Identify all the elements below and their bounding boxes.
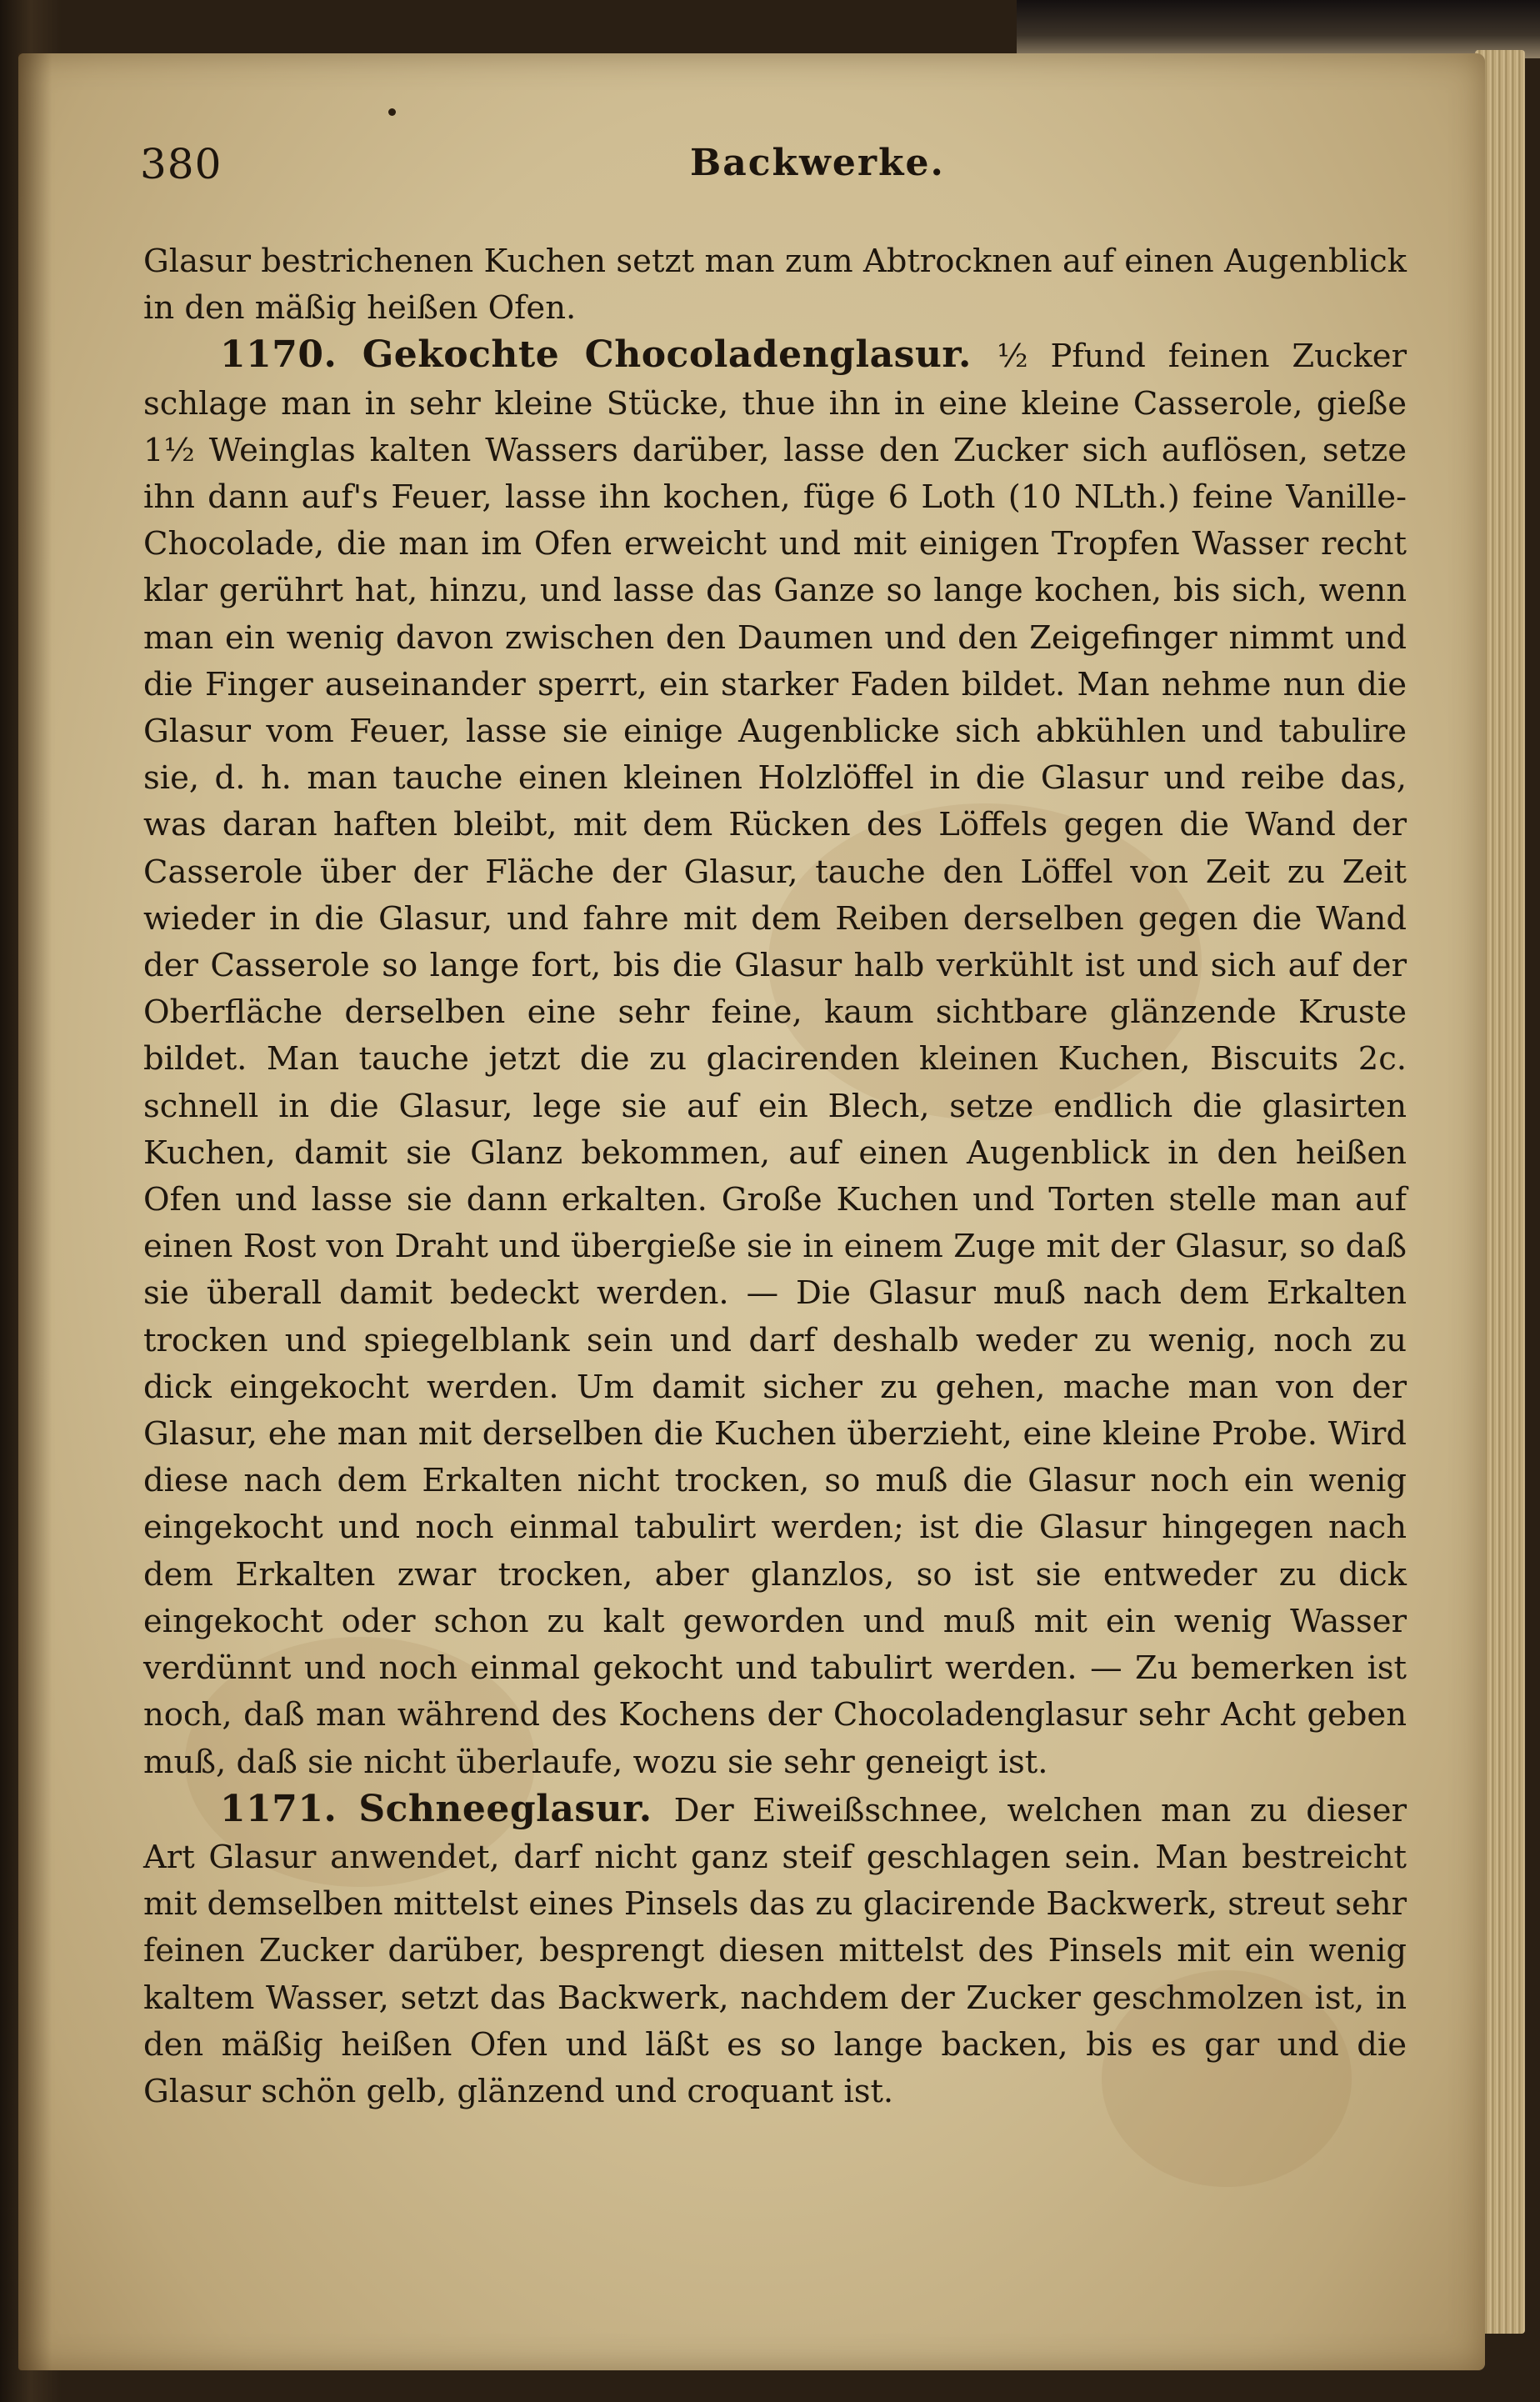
binding-strip [1017,0,1540,58]
recipe-title: 1170. Gekochte Chocoladenglasur. [220,333,998,377]
gutter-shadow [18,53,52,2370]
recipe-paragraph [143,1786,1407,2115]
recipe-text: ½ Pfund feinen Zucker schlage man in sehr kleine Stücke, thue ihn in eine kleine Casserole, gieße 1½ Weinglas kalten Wassers darüber, lasse den Zucker sich auflösen, setze ihn dann auf's Feuer, lasse ihn kochen, füge 6 Loth (10 NLth.) feine Vanille-Chocolade, die man im Ofen erweicht und mit einigen Tropfen Wasser recht klar gerührt hat, hinzu, und lasse das Ganze so lange kochen, bis sich, wenn man ein wenig davon zwischen den Daumen und den Zeigefinger nimmt und die Finger auseinander sperrt, ein starker Faden bildet. Man nehme nun die Glasur vom Feuer, lasse sie einige Augenblicke sich abkühlen und tabulire sie, d. h. man tauche einen kleinen Holzlöffel in die Glasur und reibe das, was daran haften bleibt, mit dem Rücken des Löffels gegen die Wand der Casserole über der Fläche der Glasur, tauche den Löffel von Zeit zu Zeit wieder in die Glasur, und fahre mit dem Reiben derselben gegen die Wand der Casserole so lange fort, bis die Glasur halb verkühlt ist und sich auf der Oberfläche derselben eine sehr feine, kaum sichtbare glänzende Kruste bildet. Man tauche jetzt die zu glacirenden kleinen Kuchen, Biscuits 2c. schnell in die Glasur, lege sie auf ein Blech, setze endlich die glasirten Kuchen, damit sie Glanz bekommen, auf einen Augenblick in den heißen Ofen und lasse sie dann erkalten. Große Kuchen und Torten stelle man auf einen Rost von Draht und übergieße sie in einem Zuge mit der Glasur, so daß sie überall damit bedeckt werden. — Die Glasur muß nach dem Erkalten trocken und spiegelblank sein und darf deshalb weder zu wenig, noch zu dick eingekocht werden. Um damit sicher zu gehen, mache man von der Glasur, ehe man mit derselben die Kuchen überzieht, eine kleine Probe. Wird diese nach dem Erkalten nicht trocken, so muß die Glasur noch ein wenig eingekocht und noch einmal tabulirt werden; ist die Glasur hingegen nach dem Erkalten zwar trocken, aber glanzlos, so ist sie entweder zu dick eingekocht oder schon zu kalt geworden und muß mit ein wenig Wasser verdünnt und noch einmal gekocht und tabulirt werden. — Zu bemerken ist noch, daß man während des Kochens der Chocoladenglasur sehr Acht geben muß, daß sie nicht überlaufe, wozu sie sehr geneigt ist. [143,338,1407,1781]
recipe-paragraph [143,332,1407,1785]
recipe-title: 1171. Schneeglasur. [220,1787,674,1830]
page-header [140,140,1407,190]
page-number: 380 [140,140,222,188]
continuation-paragraph: Glasur bestrichenen Kuchen setzt man zum Abtrocknen auf einen Augenblick in den mäßig heißen Ofen. [143,243,1407,328]
page-body [143,238,1407,2115]
running-head: Backwerke. [690,142,945,184]
ink-dot [388,108,396,116]
recipe-text: Der Eiweißschnee, welchen man zu dieser Art Glasur anwendet, darf nicht ganz steif geschlagen sein. Man bestreicht mit demselben mittelst eines Pinsels das zu glacirende Backwerk, streut sehr feinen Zucker darüber, besprengt diesen mittelst des Pinsels mit ein wenig kaltem Wasser, setzt das Backwerk, nachdem der Zucker geschmolzen ist, in den mäßig heißen Ofen und läßt es so lange backen, bis es gar und die Glasur schön gelb, glänzend und croquant ist. [143,1791,1407,2110]
